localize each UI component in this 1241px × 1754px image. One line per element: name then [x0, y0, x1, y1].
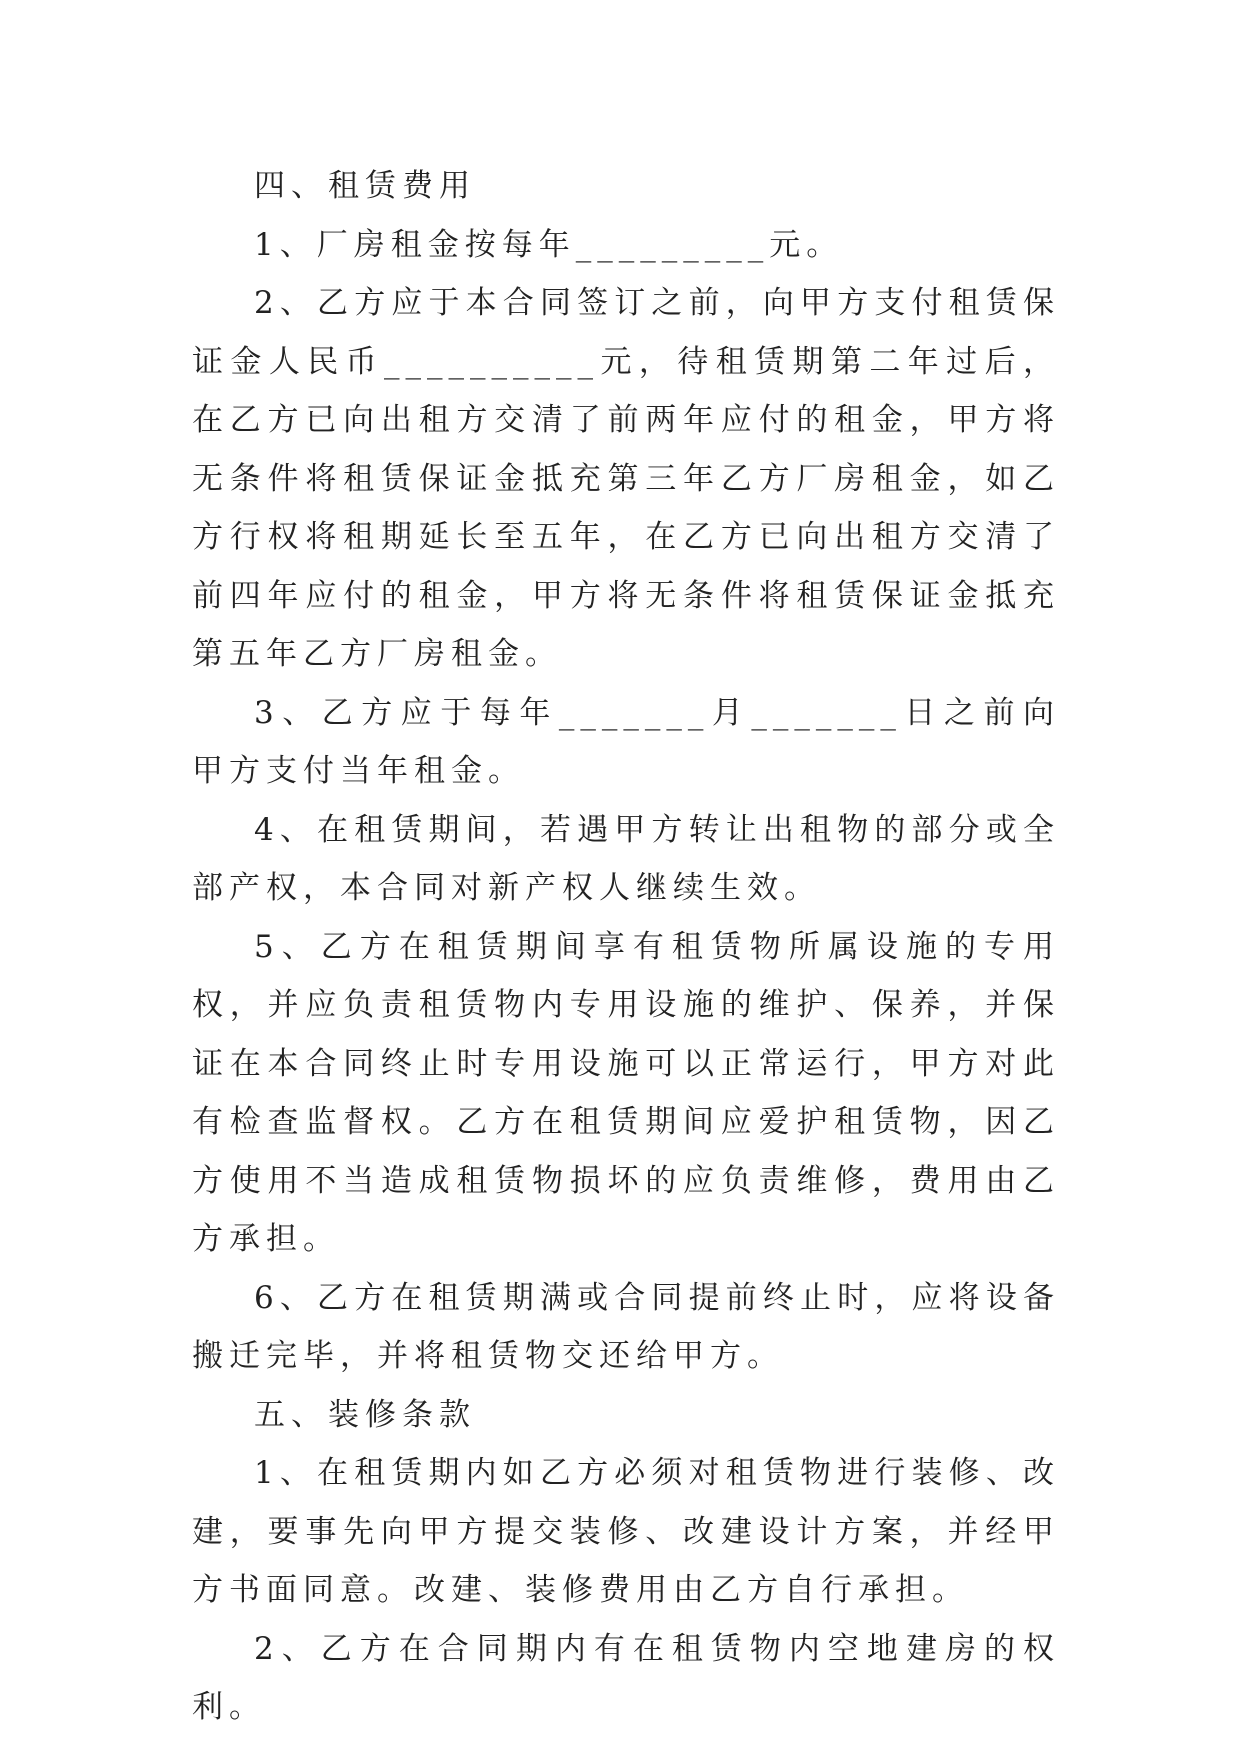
section-heading-renovation: 五、装修条款 — [254, 1396, 476, 1433]
clause-4-4: 4、在租赁期间，若遇甲方转让出租物的部分或全部产权，本合同对新产权人继续生效。 — [192, 811, 1060, 906]
clause-4-6: 6、乙方在租赁期满或合同提前终止时，应将设备搬迁完毕，并将租赁物交还给甲方。 — [192, 1279, 1060, 1374]
clause-5-1: 1、在租赁期内如乙方必须对租赁物进行装修、改建，要事先向甲方提交装修、改建设计方案，并经甲方书面同意。改建、装修费用由乙方自行承担。 — [192, 1455, 1060, 1608]
clause-5-2: 2、乙方在合同期内有在租赁物内空地建房的权利。 — [192, 1630, 1060, 1725]
clause-4-1: 1、厂房租金按每年_________元。 — [254, 226, 844, 263]
document-body — [192, 157, 1060, 1737]
clause-4-2: 2、乙方应于本合同签订之前，向甲方支付租赁保证金人民币__________元，待租赁期第二年过后，在乙方已向出租方交清了前两年应付的租金，甲方将无条件将租赁保证金抵充第三年乙方厂房租金，如乙方行权将租期延长至五年，在乙方已向出租方交清了前四年应付的租金，甲方将无条件将租赁保证金抵充第五年乙方厂房租金。 — [192, 285, 1060, 672]
section-heading-rental-fees: 四、租赁费用 — [254, 168, 476, 204]
clause-4-3: 3、乙方应于每年_______月_______日之前向甲方支付当年租金。 — [192, 694, 1060, 789]
clause-4-5: 5、乙方在租赁期间享有租赁物所属设施的专用权，并应负责租赁物内专用设施的维护、保养，并保证在本合同终止时专用设施可以正常运行，甲方对此有检查监督权。乙方在租赁期间应爱护租赁物，因乙方使用不当造成租赁物损坏的应负责维修，费用由乙方承担。 — [192, 928, 1060, 1257]
